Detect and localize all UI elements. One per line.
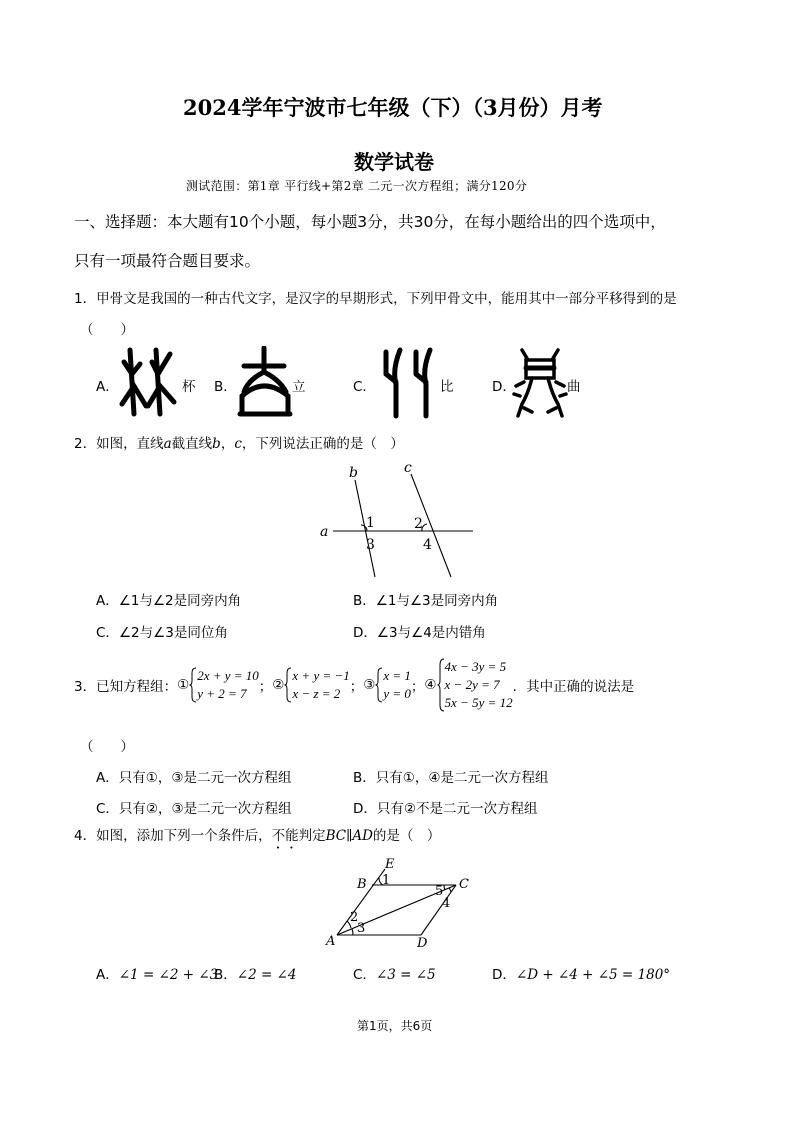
q3-semi-2: ； bbox=[349, 679, 364, 695]
exam-subtitle: 数学试卷 bbox=[354, 150, 434, 174]
q1-option-d-letter[interactable]: D． bbox=[492, 379, 516, 395]
q3-semi-3: ； bbox=[410, 679, 425, 695]
q3-marker-2: ② bbox=[272, 677, 285, 693]
q3-semi-1: ； bbox=[258, 679, 273, 695]
q4-stem-part1: 4．如图，添加下列一个条件后， bbox=[74, 828, 272, 844]
q2-label-3: 3 bbox=[366, 537, 375, 553]
q3-marker-4: ④ bbox=[424, 677, 437, 693]
q3-marker-1: ① bbox=[177, 677, 190, 693]
exam-title: 2024学年宁波市七年级（下）（3月份）月考 bbox=[183, 95, 603, 120]
q4-label-a: A bbox=[326, 934, 336, 949]
q4-label-b: B bbox=[357, 877, 367, 892]
q4-option-c-text: ∠3 = ∠5 bbox=[375, 967, 436, 983]
q2-label-2: 2 bbox=[414, 516, 423, 532]
q4-option-b-letter: B． bbox=[214, 967, 237, 983]
q3-s4-eq2: x − 2y = 7 bbox=[444, 677, 500, 692]
q4-label-c: C bbox=[459, 877, 469, 892]
q4-option-d-letter: D． bbox=[492, 967, 516, 983]
q3-s4-eq1: 4x − 3y = 5 bbox=[444, 659, 507, 674]
q3-option-b-letter: B． bbox=[353, 770, 376, 786]
q1-option-c-letter[interactable]: C． bbox=[353, 379, 376, 395]
q3-system-2 bbox=[284, 667, 349, 703]
q3-option-d-text: 只有②不是二元一次方程组 bbox=[376, 801, 538, 817]
q2-sep: ， bbox=[220, 436, 235, 452]
q3-paren: （ ） bbox=[80, 739, 134, 755]
q2-stem bbox=[74, 432, 404, 452]
q2-label-c: c bbox=[404, 460, 412, 476]
q3-s4-eq3: 5x − 5y = 12 bbox=[444, 695, 513, 710]
q3-stem-tail: ．其中正确的说法是 bbox=[512, 679, 635, 695]
q4-stem-emphasis: 不能 bbox=[271, 828, 299, 844]
q4-label-5: 5 bbox=[435, 884, 444, 899]
section-heading-line2: 只有一项最符合题目要求。 bbox=[74, 252, 261, 270]
q2-option-d-letter: D． bbox=[353, 625, 377, 641]
q1-option-d-char: 曲 bbox=[567, 379, 581, 395]
q3-option-c-text: 只有②，③是二元一次方程组 bbox=[118, 801, 292, 817]
q2-option-b-letter: B． bbox=[353, 593, 376, 609]
q1-option-a-letter[interactable]: A． bbox=[96, 379, 119, 395]
q2-var-c: c bbox=[234, 436, 242, 452]
q1-option-a-char: 杯 bbox=[182, 379, 196, 395]
q4-stem bbox=[74, 824, 440, 852]
q3-stem-lead: 3．已知方程组： bbox=[74, 679, 178, 695]
q1-option-c-char: 比 bbox=[440, 379, 454, 395]
q4-option-c[interactable] bbox=[353, 963, 436, 983]
q2-label-b: b bbox=[349, 465, 358, 481]
q3-option-a[interactable] bbox=[96, 766, 291, 786]
q3-s1-eq2: y + 2 = 7 bbox=[197, 686, 247, 701]
q4-option-b-text: ∠2 = ∠4 bbox=[236, 967, 297, 983]
q2-stem-part1: 2．如图，直线 bbox=[74, 436, 164, 452]
q2-option-a-letter: A． bbox=[96, 593, 119, 609]
q3-system-4 bbox=[437, 658, 513, 712]
q3-option-a-text: 只有①，③是二元一次方程组 bbox=[118, 770, 292, 786]
q4-option-a-text: ∠1 = ∠2 + ∠3 bbox=[118, 967, 219, 983]
q4-option-d-text: ∠D + ∠4 + ∠5 = 180° bbox=[515, 967, 671, 983]
q3-stem bbox=[74, 658, 634, 712]
q4-label-d: D bbox=[417, 936, 428, 950]
q4-label-2: 2 bbox=[350, 910, 359, 925]
q2-option-d[interactable] bbox=[353, 621, 486, 641]
q4-label-3: 3 bbox=[357, 921, 366, 936]
q3-s2-eq1: x + y = −1 bbox=[292, 668, 350, 683]
q4-label-e: E bbox=[385, 857, 395, 872]
oracle-bone-bend-glyph bbox=[510, 346, 570, 420]
q4-option-d[interactable] bbox=[492, 963, 670, 983]
q2-stem-part3: ，下列说法正确的是（ ） bbox=[241, 436, 404, 452]
q3-marker-3: ③ bbox=[363, 677, 376, 693]
q2-stem-part2: 截直线 bbox=[171, 436, 213, 452]
q2-var-b: b bbox=[212, 436, 221, 452]
q4-stem-math: BC∥AD bbox=[325, 828, 373, 844]
page-footer: 第1页，共6页 bbox=[357, 1019, 433, 1033]
exam-scope: 测试范围：第1章 平行线+第2章 二元一次方程组；满分120分 bbox=[186, 179, 528, 193]
q1-stem: 1．甲骨文是我国的一种古代文字，是汉字的早期形式，下列甲骨文中，能用其中一部分平移得到的是 bbox=[74, 291, 677, 307]
oracle-bone-compare-glyph bbox=[378, 344, 438, 420]
q3-option-d-letter: D． bbox=[353, 801, 377, 817]
q4-option-a[interactable] bbox=[96, 963, 218, 983]
q3-option-d[interactable] bbox=[353, 797, 538, 817]
q4-option-c-letter: C． bbox=[353, 967, 376, 983]
q2-option-c[interactable] bbox=[96, 621, 228, 641]
q1-option-b-char: 立 bbox=[292, 379, 306, 395]
q4-label-4: 4 bbox=[442, 896, 451, 911]
q4-stem-part3: 的是（ ） bbox=[372, 828, 441, 844]
q4-figure bbox=[323, 855, 483, 950]
q2-option-c-text: ∠2与∠3是同位角 bbox=[118, 625, 228, 641]
q3-s1-eq1: 2x + y = 10 bbox=[197, 668, 259, 683]
q2-figure bbox=[315, 460, 485, 580]
q2-option-d-text: ∠3与∠4是内错角 bbox=[376, 625, 486, 641]
q4-option-a-letter: A． bbox=[96, 967, 119, 983]
q3-option-b[interactable] bbox=[353, 766, 548, 786]
q2-option-b-text: ∠1与∠3是同旁内角 bbox=[375, 593, 499, 609]
q1-paren: （ ） bbox=[80, 322, 134, 338]
q2-label-1: 1 bbox=[366, 515, 375, 531]
q2-label-4: 4 bbox=[423, 537, 432, 553]
oracle-bone-stand-glyph bbox=[234, 346, 296, 418]
q4-label-1: 1 bbox=[382, 873, 391, 888]
q3-s3-eq1: x = 1 bbox=[383, 668, 411, 683]
q3-option-a-letter: A． bbox=[96, 770, 119, 786]
q4-stem-part2: 判定 bbox=[298, 828, 326, 844]
q3-option-c[interactable] bbox=[96, 797, 292, 817]
q1-option-b-letter[interactable]: B． bbox=[214, 379, 237, 395]
q3-system-1 bbox=[189, 667, 259, 703]
q4-option-b[interactable] bbox=[214, 963, 296, 983]
q2-var-a: a bbox=[163, 436, 172, 452]
section-heading-line1: 一、选择题：本大题有10个小题，每小题3分，共30分，在每小题给出的四个选项中， bbox=[74, 213, 666, 231]
q2-option-a-text: ∠1与∠2是同旁内角 bbox=[118, 593, 242, 609]
q3-option-b-text: 只有①，④是二元一次方程组 bbox=[375, 770, 549, 786]
q3-s3-eq2: y = 0 bbox=[383, 686, 411, 701]
q3-s2-eq2: x − z = 2 bbox=[292, 686, 341, 701]
q2-option-b[interactable] bbox=[353, 589, 498, 609]
q3-option-c-letter: C． bbox=[96, 801, 119, 817]
q2-option-a[interactable] bbox=[96, 589, 241, 609]
q2-label-a: a bbox=[320, 524, 329, 540]
q3-system-3 bbox=[375, 667, 411, 703]
oracle-bone-cup-glyph bbox=[118, 346, 178, 418]
q2-option-c-letter: C． bbox=[96, 625, 119, 641]
